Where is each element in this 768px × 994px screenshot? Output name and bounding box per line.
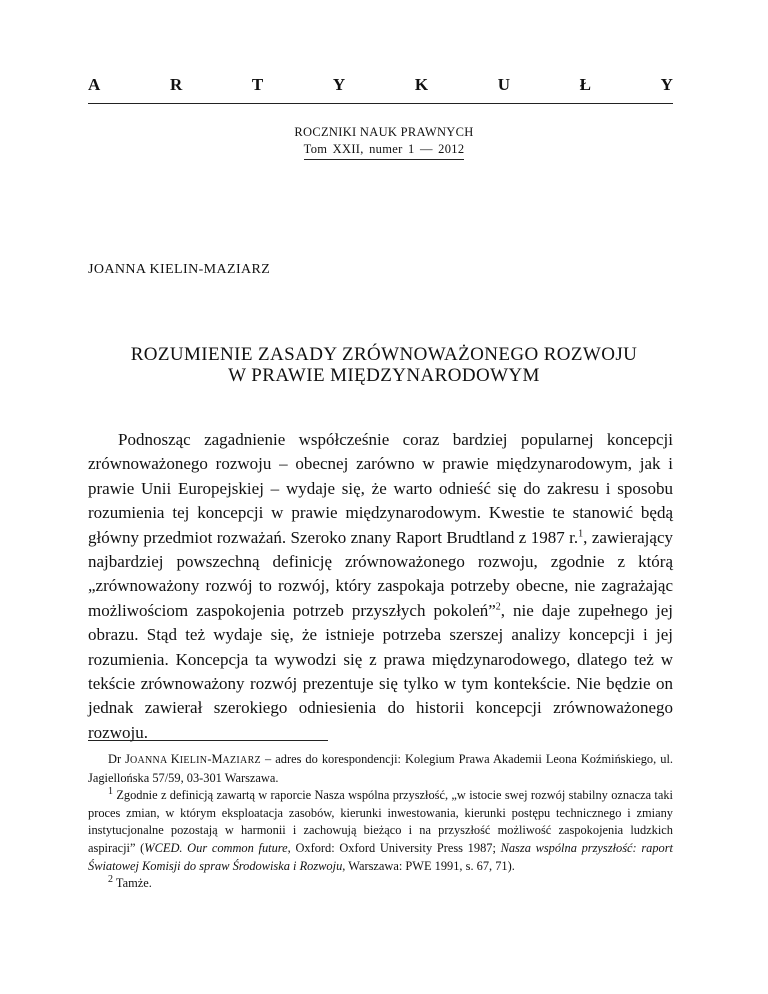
- journal-info: [0, 124, 768, 160]
- heading-letter: K: [414, 75, 429, 94]
- title-line-1: ROZUMIENIE ZASADY ZRÓWNOWAŻONEGO ROZWOJU: [130, 344, 638, 365]
- footnote-divider: [88, 740, 328, 741]
- body-paragraph: [88, 428, 673, 745]
- body-text-part: , zawierający najbardziej powszechną definicję zrównoważonego rozwoju, zgodnie z którą „zrównoważony rozwój to rozwój, który zaspokaja potrzeby obecne, nie zagrażając możliwościom zaspokojenia potrzeb przyszłych pokoleń”: [88, 527, 673, 620]
- section-heading: [88, 75, 673, 95]
- heading-letter: Ł: [579, 75, 591, 94]
- heading-letter: T: [251, 75, 264, 94]
- body-text-part: Podnosząc zagadnienie współcześnie coraz bardziej popularnej koncepcji zrównoważonego rozwoju – obecnej zarówno w prawie międzynarodowym, jak i prawie Unii Europejskiej – wydaje się, że warto odnieść się do zakresu i sposobu rozumienia tej koncepcji w prawie międzynarodowym. Kwestie te stanowić będą główny przedmiot rozważań. Szeroko znany Raport Brudtland z 1987 r.: [88, 430, 673, 547]
- title-line-2: W PRAWIE MIĘDZYNARODOWYM: [228, 365, 540, 386]
- footnote-1: $^1$ Zgodnie z definicją zawartą w raporcie Nasza wspólna przyszłość, „w istocie swej rozwój stabilny oznacza taki proces zmian, w którym eksploatacja zasobów, kierunki inwestowania, kierunki postępu technicznego i zmiany instytucjonalne pozostają w harmonii i zachowują bieżąco i na przyszłość możliwość zaspokojenia ludzkich aspiracji” (WCED. Our common future, Oxford: Oxford University Press 1987; Nasza wspólna przyszłość: raport Światowej Komisji do spraw Środowiska i Rozwoju, Warszawa: PWE 1991, s. 67, 71).: [88, 786, 674, 873]
- footnote-number: 2: [108, 874, 113, 886]
- footnote-ref[interactable]: 1: [578, 527, 584, 539]
- footnote-ref[interactable]: 2: [495, 601, 501, 613]
- heading-letter: A: [88, 75, 101, 94]
- heading-letter: R: [169, 75, 183, 94]
- heading-letter: Y: [332, 75, 346, 94]
- author-name: JOANNA KIELIN-MAZIARZ: [88, 262, 271, 277]
- footnote-number: 1: [108, 786, 113, 798]
- journal-name: ROCZNIKI NAUK PRAWNYCH: [294, 125, 474, 139]
- heading-letter: U: [497, 75, 510, 94]
- section-divider: [88, 103, 673, 104]
- article-title: [0, 344, 768, 386]
- body-text-part: , nie daje zupełnego jej obrazu. Stąd też wydaje się, że istnieje potrzeba szerszej analizy koncepcji i jej rozumienia. Koncepcja ta wywodzi się z prawa międzynarodowego, dlatego też w tekście zrównoważony rozwój prezentuje się tylko w tym kontekście. Nie będzie on jednak zawierał szerokiego odniesienia do historii koncepcji zrównoważonego rozwoju.: [88, 600, 673, 742]
- journal-volume: Tom XXII, numer 1 — 2012: [304, 141, 465, 160]
- author-affiliation-note: Dr JOANNA KIELIN-MAZIARZ – adres do korespondencji: Kolegium Prawa Akademii Leona Koźmińskiego, ul. Jagiellońska 57/59, 03-301 Warszawa.: [88, 752, 674, 785]
- heading-letter: Y: [660, 75, 673, 94]
- footnote-2: $^2$ Tamże.: [108, 874, 152, 891]
- footnotes: [88, 751, 673, 893]
